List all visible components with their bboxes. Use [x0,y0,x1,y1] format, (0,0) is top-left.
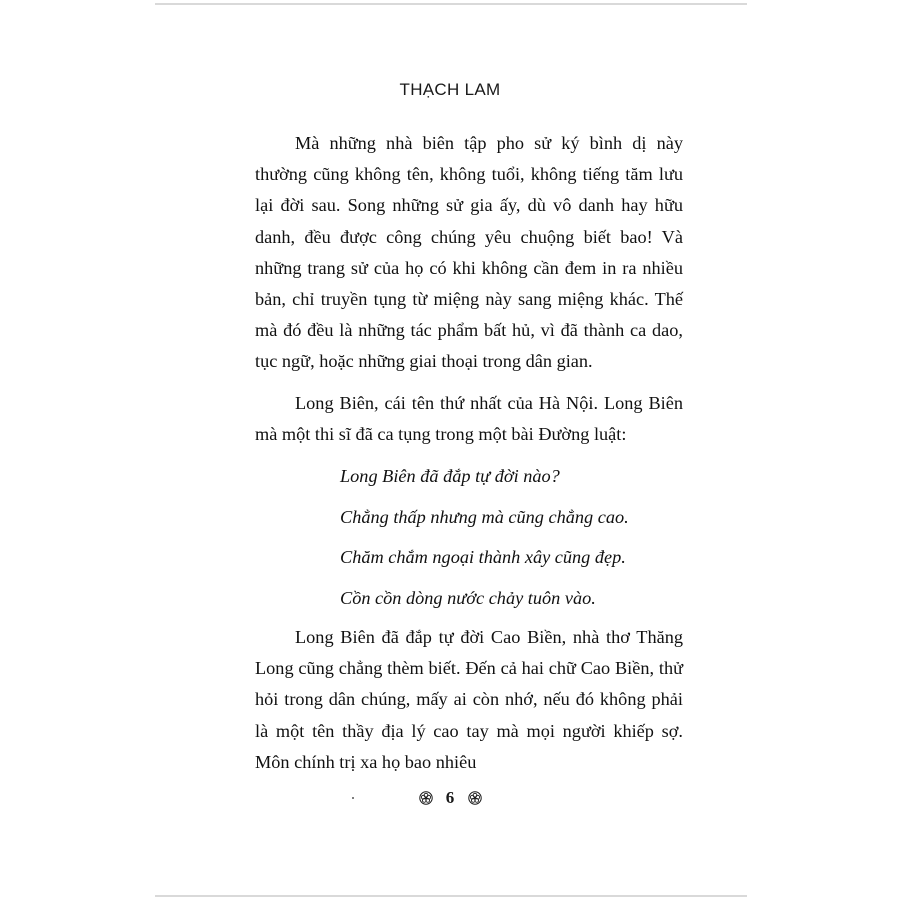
poem-line-1: Long Biên đã đắp tự đời nào? [340,466,560,487]
paragraph-1: Mà những nhà biên tập pho sử ký bình dị này thường cũng không tên, không tuổi, không tiếng tăm lưu lại đời sau. Song những sử gia ấy, dù vô danh hay hữu danh, đều được công chúng yêu chuộng biết bao! Và những trang sử của họ có khi không cần đem in ra nhiều bản, chỉ truyền tụng từ miệng này sang miệng khác. Thế mà đó đều là những tác phẩm bất hủ, vì đã thành ca dao, tục ngữ, hoặc những giai thoại trong dân gian. [255,133,683,372]
poem-line-2: Chẳng thấp nhưng mà cũng chẳng cao. [340,506,629,527]
flower-ornament-icon [419,791,433,805]
poem [340,456,683,618]
page-edge-top [155,3,747,5]
body-text [255,128,683,778]
paragraph-3: Long Biên đã đắp tự đời Cao Biền, nhà thơ Thăng Long cũng chẳng thèm biết. Đến cả hai chữ Cao Biền, thử hỏi trong dân chúng, mấy ai còn nhớ, nếu đó không phải là một tên thầy địa lý cao tay mà mọi người khiếp sợ. Môn chính trị xa họ bao nhiêu [255,627,683,772]
running-header: THẠCH LAM [399,80,501,99]
page-number: 6 [445,788,455,807]
page-edge-bottom [155,895,747,897]
page-footer [0,788,900,808]
poem-line-3: Chăm chắm ngoại thành xây cũng đẹp. [340,547,626,568]
poem-line-4: Cồn cồn dòng nước chảy tuôn vào. [340,587,596,608]
flower-ornament-icon [468,791,482,805]
paragraph-2: Long Biên, cái tên thứ nhất của Hà Nội. Long Biên mà một thi sĩ đã ca tụng trong một bài Đường luật: [255,392,683,444]
